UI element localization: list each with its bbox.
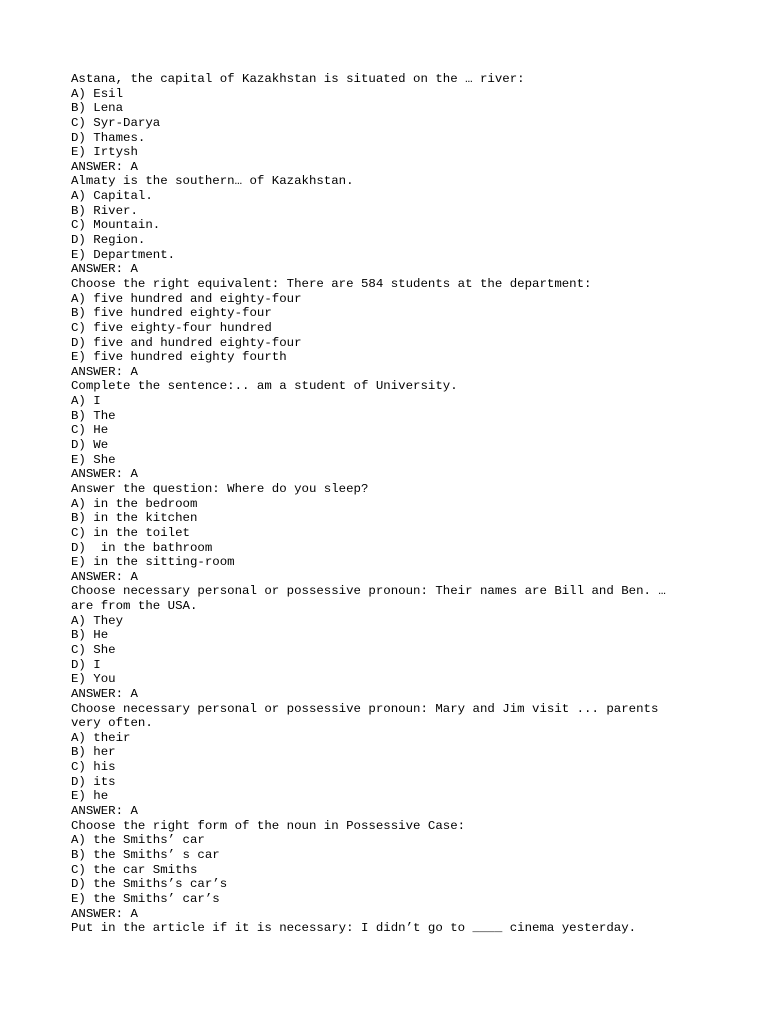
text-line: D) its [71, 774, 116, 789]
text-line: A) in the bedroom [71, 496, 198, 511]
text-line: A) their [71, 730, 131, 745]
text-line: are from the USA. [71, 599, 198, 614]
text-line: A) They [71, 613, 124, 628]
text-line: E) Irtysh [71, 145, 138, 160]
text-line: B) the Smiths’ s car [71, 847, 220, 862]
text-line: A) Esil [71, 86, 124, 101]
text-line: ANSWER: A [71, 364, 138, 379]
text-line: D) the Smiths’s car’s [71, 877, 228, 892]
text-line: Choose the right equivalent: There are 584 students at the department: [71, 276, 592, 291]
text-line: B) five hundred eighty-four [71, 306, 272, 321]
text-line: ANSWER: A [71, 159, 138, 174]
text-line: D) We [71, 438, 109, 453]
text-line: Complete the sentence:.. am a student of University. [71, 379, 458, 394]
text-line: Astana, the capital of Kazakhstan is situated on the … river: [71, 72, 525, 86]
text-line: B) The [71, 408, 116, 423]
text-line: C) five eighty-four hundred [71, 320, 272, 335]
text-line: B) River. [71, 203, 138, 218]
text-line: E) You [71, 672, 116, 687]
text-line: D) Thames. [71, 130, 146, 145]
text-line: E) the Smiths’ car’s [71, 891, 220, 906]
text-line: C) the car Smiths [71, 862, 198, 877]
text-line: B) Lena [71, 101, 124, 116]
document-text [71, 72, 691, 936]
text-line: Choose the right form of the noun in Possessive Case: [71, 818, 466, 833]
text-line: ANSWER: A [71, 804, 138, 819]
text-line: C) his [71, 760, 116, 775]
text-line: Choose necessary personal or possessive pronoun: Their names are Bill and Ben. … [71, 584, 666, 599]
text-line: E) he [71, 789, 109, 804]
text-line: E) five hundred eighty fourth [71, 350, 287, 365]
text-line: B) He [71, 628, 109, 643]
text-line: E) Department. [71, 247, 176, 262]
text-line: Answer the question: Where do you sleep? [71, 481, 369, 496]
text-line: Almaty is the southern… of Kazakhstan. [71, 174, 354, 189]
text-line: very often. [71, 716, 153, 731]
text-line: C) Syr-Darya [71, 115, 161, 130]
text-line: D) Region. [71, 233, 146, 248]
text-line: B) in the kitchen [71, 511, 198, 526]
text-line: D) I [71, 657, 101, 672]
text-line: ANSWER: A [71, 262, 138, 277]
text-line: D) five and hundred eighty-four [71, 335, 302, 350]
text-line: A) five hundred and eighty-four [71, 291, 302, 306]
text-line: A) the Smiths’ car [71, 833, 205, 848]
text-line: ANSWER: A [71, 467, 138, 482]
text-line: ANSWER: A [71, 906, 138, 921]
text-line: A) I [71, 394, 101, 409]
text-line: C) She [71, 642, 116, 657]
text-line: E) in the sitting-room [71, 555, 235, 570]
text-line: B) her [71, 745, 116, 760]
text-line: ANSWER: A [71, 569, 138, 584]
text-line: C) He [71, 423, 109, 438]
text-line: C) Mountain. [71, 218, 161, 233]
text-line: Choose necessary personal or possessive pronoun: Mary and Jim visit ... parents [71, 701, 659, 716]
text-line: C) in the toilet [71, 525, 190, 540]
text-line: A) Capital. [71, 189, 153, 204]
text-line: ANSWER: A [71, 686, 138, 701]
text-line: D) in the bathroom [71, 540, 213, 555]
text-line: Put in the article if it is necessary: I didn’t go to ____ cinema yesterday. [71, 921, 637, 936]
text-line: E) She [71, 452, 116, 467]
